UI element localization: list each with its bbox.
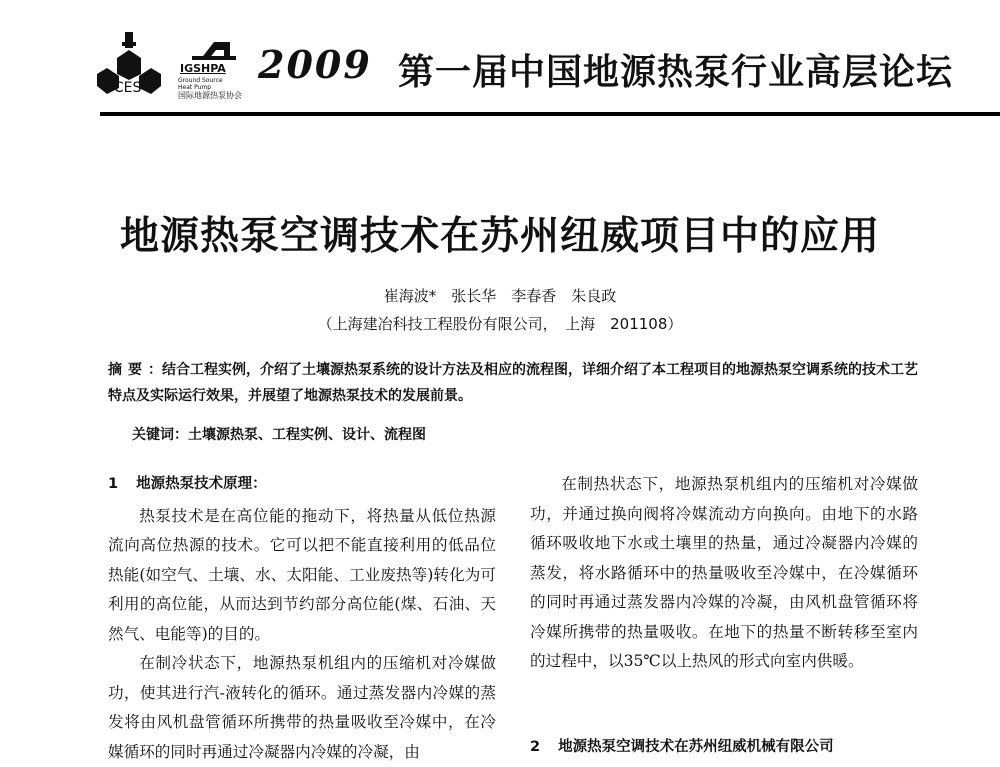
- igshpa-logo-cn: 国际地源热泵协会: [178, 91, 242, 100]
- left-paragraph-2: 在制冷状态下，地源热泵机组内的压缩机对冷媒做功，使其进行汽-液转化的循环。通过蒸发器内冷媒的蒸发将由风机盘管循环所携带的热量吸收至冷媒中，在冷媒循环的同时再通过冷凝器内冷媒的冷凝，由: [108, 654, 496, 761]
- right-column: [530, 470, 918, 677]
- right-paragraph-1: 在制热状态下，地源热泵机组内的压缩机对冷媒做功，并通过换向阀将冷媒流动方向换向。由地下的水路循环吸收地下水或土壤里的热量，通过冷凝器内冷媒的蒸发，将水路循环中的热量吸收至冷媒中，在冷媒循环的同时再通过蒸发器内冷媒的冷凝，由风机盘管循环将冷媒所携带的热量吸收。在地下的热量不断转移至室内的过程中，以35℃以上热风的形式向室内供暖。: [530, 475, 918, 670]
- forum-title: 第一届中国地源热泵行业高层论坛: [398, 51, 954, 93]
- gces-logo-icon: [95, 28, 165, 108]
- left-paragraph-1: 热泵技术是在高位能的拖动下，将热量从低位热源流向高位热源的技术。它可以把不能直接利用的低品位热能(如空气、土壤、水、太阳能、工业废热等)转化为可利用的高位能，从而达到节约部分高位能(煤、石油、天然气、电能等)的目的。: [108, 506, 496, 643]
- igshpa-logo-subtext: Ground Source Heat Pump: [178, 77, 223, 91]
- section-2-number: 2: [530, 739, 541, 755]
- article-affiliation: （上海建冶科技工程股份有限公司， 上海 201108）: [317, 315, 683, 333]
- page-header: [0, 0, 1000, 120]
- section-1-title: 地源热泵技术原理：: [136, 476, 267, 492]
- header-rule: [100, 112, 1000, 116]
- keywords: [132, 424, 426, 444]
- abstract-text: ：结合工程实例，介绍了土壤源热泵系统的设计方法及相应的流程图，详细介绍了本工程项目的地源热泵空调系统的技术工艺特点及实际运行效果，并展望了地源热泵技术的发展前景。: [108, 362, 918, 404]
- section-1-number: 1: [108, 476, 119, 492]
- forum-year: 2009: [258, 42, 372, 87]
- left-column: [108, 470, 496, 767]
- article-authors: 崔海波* 张长华 李春香 朱良政: [383, 287, 617, 305]
- section-2-heading: [530, 735, 834, 756]
- keywords-text: ：土壤源热泵、工程实例、设计、流程图: [174, 427, 426, 443]
- section-1-heading: [108, 470, 496, 500]
- section-2-title: 地源热泵空调技术在苏州纽威机械有限公司: [558, 739, 834, 755]
- keywords-label: 关键词: [132, 427, 174, 443]
- abstract-label: 摘要: [108, 362, 148, 378]
- article-title: 地源热泵空调技术在苏州纽威项目中的应用: [119, 213, 880, 259]
- gces-logo-text: GCES: [103, 80, 142, 96]
- abstract: [108, 357, 928, 409]
- igshpa-logo-text: IGSHPA: [180, 62, 226, 75]
